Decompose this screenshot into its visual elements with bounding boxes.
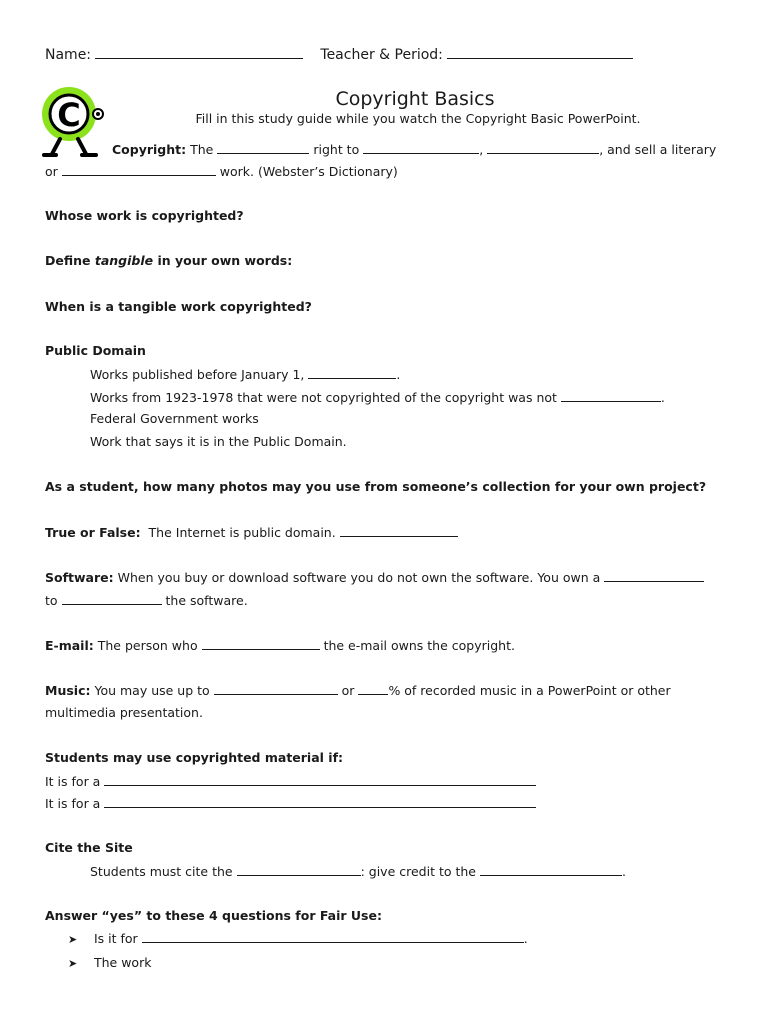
true-false-blank[interactable] (340, 524, 458, 537)
copyright-term: Copyright: (112, 142, 187, 157)
fair-use-blank-1[interactable] (142, 930, 524, 943)
copyright-definition-line2 (45, 163, 398, 179)
students-may-text: It is for a (45, 774, 101, 789)
teacher-period-blank[interactable] (447, 46, 633, 59)
fair-use-text: The work (93, 955, 152, 970)
students-may-heading: Students may use copyrighted material if: (45, 750, 344, 765)
software-blank-2[interactable] (62, 592, 162, 605)
def-text: The (190, 142, 214, 157)
page-subtitle: Fill in this study guide while you watch the Copyright Basic PowerPoint. (195, 111, 641, 126)
def-text: or (45, 164, 58, 179)
public-domain-item-3: Federal Government works (90, 411, 259, 426)
name-blank[interactable] (95, 46, 303, 59)
define-post: in your own words: (153, 253, 293, 268)
software-line1 (45, 569, 704, 585)
software-line2 (45, 592, 248, 608)
cite-text: : give credit to the (360, 864, 476, 879)
email-text: The person who (97, 638, 198, 653)
pd-blank-2[interactable] (561, 389, 661, 402)
question-photos: As a student, how many photos may you use from someone’s collection for your own project? (45, 479, 707, 494)
software-blank-1[interactable] (604, 569, 704, 582)
question-whose-work: Whose work is copyrighted? (45, 208, 244, 223)
def-blank-4[interactable] (62, 163, 216, 176)
software-label: Software: (45, 570, 114, 585)
arrow-bullet-icon: ➤ (68, 933, 78, 946)
students-may-text: It is for a (45, 796, 101, 811)
define-pre: Define (45, 253, 95, 268)
music-text: % of recorded music in a PowerPoint or other (388, 683, 671, 698)
true-false-text: The Internet is public domain. (148, 525, 336, 540)
software-text: When you buy or download software you do not own the software. You own a (117, 570, 601, 585)
pd-text: Works from 1923-1978 that were not copyrighted of the copyright was not (90, 390, 557, 405)
email-text: the e-mail owns the copyright. (323, 638, 515, 653)
copyright-definition-line1 (112, 141, 716, 157)
fair-use-bullet-1 (68, 930, 528, 946)
music-line1 (45, 682, 671, 698)
def-blank-1[interactable] (217, 141, 309, 154)
pd-blank-1[interactable] (308, 366, 396, 379)
fair-use-heading: Answer “yes” to these 4 questions for Fair Use: (45, 908, 382, 923)
music-label: Music: (45, 683, 91, 698)
fair-use-text: Is it for (93, 931, 138, 946)
music-text: or (341, 683, 355, 698)
true-false-label: True or False: (45, 525, 141, 540)
fair-use-bullet-2 (68, 955, 151, 970)
def-blank-2[interactable] (363, 141, 479, 154)
music-blank-1[interactable] (214, 682, 338, 695)
email-line (45, 637, 515, 653)
cite-blank-2[interactable] (480, 863, 622, 876)
fair-use-text: . (523, 931, 528, 946)
name-label: Name: (45, 47, 92, 63)
music-blank-2[interactable] (358, 682, 388, 695)
public-domain-item-1 (90, 366, 400, 382)
pd-text: . (396, 367, 401, 382)
pd-text: . (660, 390, 665, 405)
public-domain-item-2 (90, 389, 665, 405)
students-may-blank-2[interactable] (104, 795, 536, 808)
teacher-period-label: Teacher & Period: (320, 47, 443, 63)
svg-text:C: C (57, 96, 81, 134)
public-domain-item-4: Work that says it is in the Public Domain. (90, 434, 347, 449)
cite-text: Students must cite the (90, 864, 233, 879)
cite-text: . (621, 864, 626, 879)
name-line (45, 46, 633, 63)
students-may-line-2 (45, 795, 536, 811)
software-text: the software. (165, 593, 248, 608)
students-may-blank-1[interactable] (104, 773, 536, 786)
def-text: work. (Webster’s Dictionary) (219, 164, 398, 179)
def-blank-3[interactable] (487, 141, 599, 154)
true-false-line (45, 524, 458, 540)
pd-text: Works published before January 1, (90, 367, 305, 382)
email-blank[interactable] (202, 637, 320, 650)
cite-heading: Cite the Site (45, 840, 133, 855)
def-text: , and sell a literary (599, 142, 717, 157)
arrow-bullet-icon: ➤ (68, 957, 78, 970)
students-may-line-1 (45, 773, 536, 789)
software-text: to (45, 593, 58, 608)
page-title: Copyright Basics (335, 88, 495, 110)
email-label: E-mail: (45, 638, 94, 653)
def-text: right to (313, 142, 360, 157)
music-text: You may use up to (94, 683, 210, 698)
music-line2: multimedia presentation. (45, 705, 203, 720)
cite-blank-1[interactable] (237, 863, 361, 876)
public-domain-heading: Public Domain (45, 343, 146, 358)
question-when-copyrighted: When is a tangible work copyrighted? (45, 299, 312, 314)
define-tangible-emphasis: tangible (94, 253, 154, 268)
cite-line (90, 863, 626, 879)
def-text: , (479, 142, 484, 157)
question-define-tangible (45, 253, 292, 268)
